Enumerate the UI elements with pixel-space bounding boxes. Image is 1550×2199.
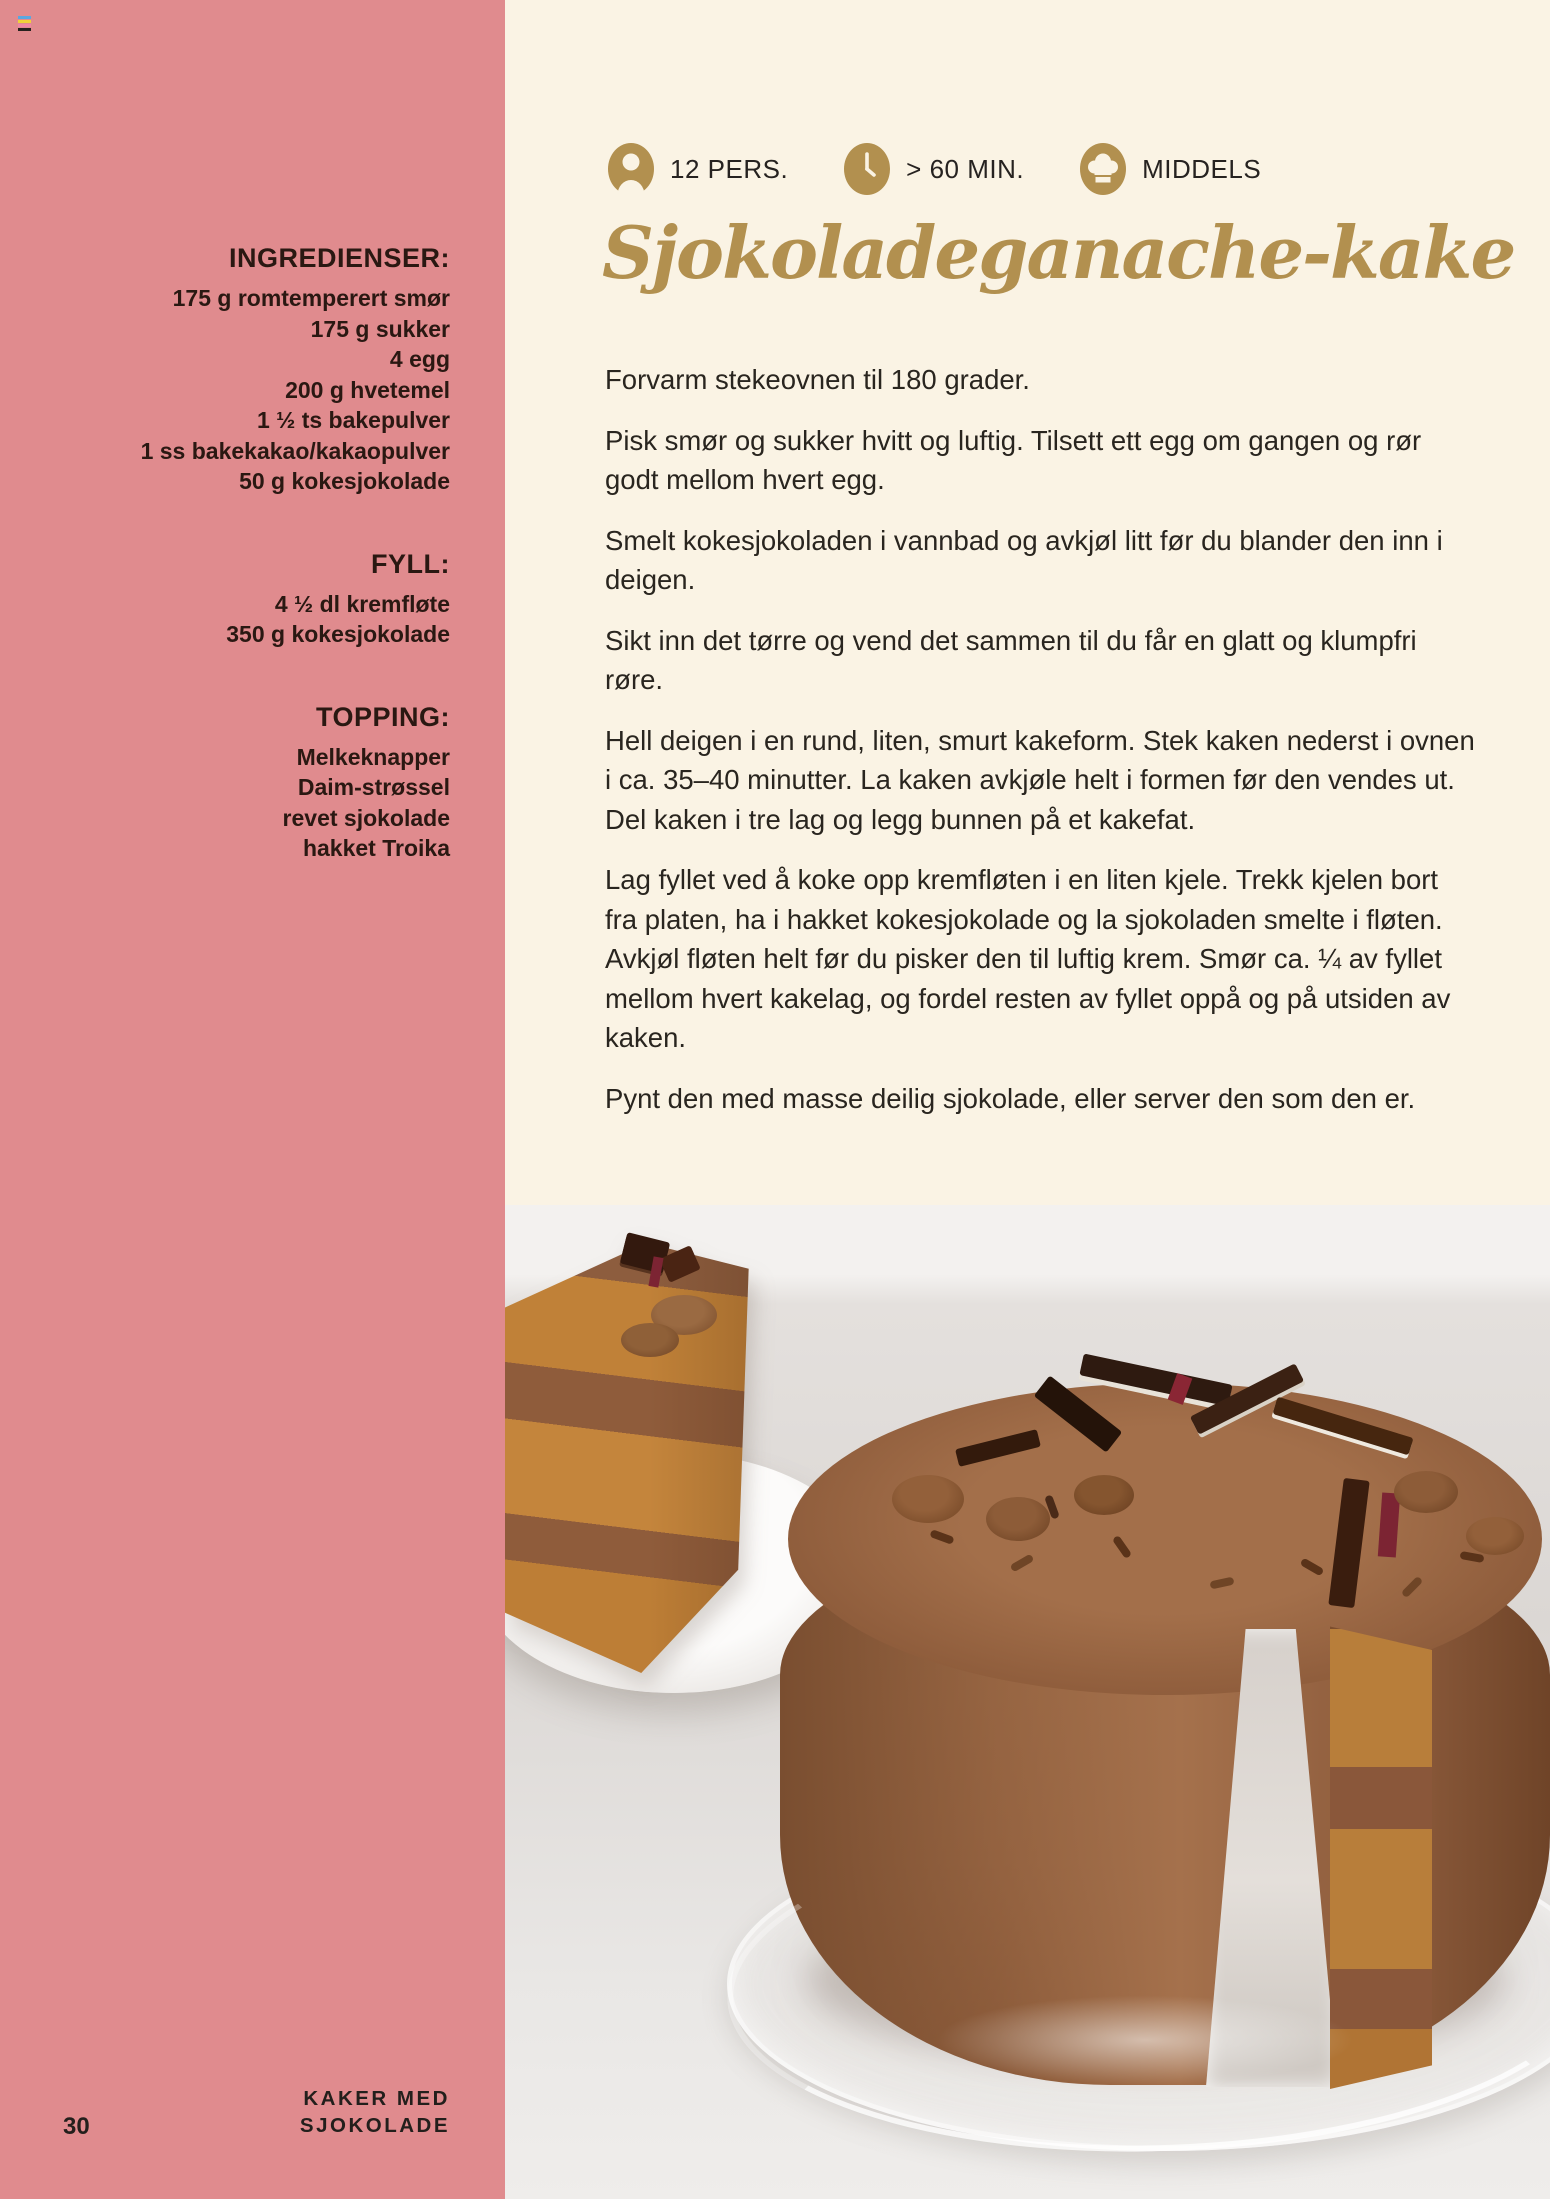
instruction-paragraph: Sikt inn det tørre og vend det sammen til du får en glatt og klumpfri røre.	[605, 624, 1417, 695]
cake-photo	[505, 1205, 1550, 2199]
filling-heading: FYLL:	[371, 548, 450, 579]
filling-item: 4 ½ dl kremfløte	[274, 590, 450, 617]
instruction-paragraph: Hell deigen i en rund, liten, smurt kakeform. Stek kaken nederst i ovnen i ca. 35–40 minutter. La kaken avkjøle helt i formen før den vendes ut. Del kaken i tre lag og legg bunnen på et kakefat.	[605, 724, 1475, 835]
print-registration-mark	[18, 16, 31, 32]
ingredients-heading: INGREDIENSER:	[228, 243, 450, 273]
reg-stripe	[18, 16, 31, 19]
reg-stripe	[18, 24, 31, 27]
ingredient-item: 1 ss bakekakao/kakaopulver	[140, 437, 450, 464]
servings-label: 12 PERS.	[670, 153, 789, 184]
time-label: > 60 MIN.	[906, 153, 1025, 184]
instruction-paragraph: Smelt kokesjokoladen i vannbad og avkjøl litt før du blander den inn i deigen.	[605, 524, 1443, 595]
ingredient-item: 1 ½ ts bakepulver	[256, 407, 450, 433]
filling-group	[0, 549, 450, 650]
stat-difficulty	[1080, 143, 1261, 195]
chocolate-button	[1394, 1471, 1458, 1513]
recipe-content	[505, 0, 1550, 1205]
instruction-paragraph: Lag fyllet ved å koke opp kremfløten i en liten kjele. Trekk kjelen bort fra platen, ha i hakket kokesjokolade og la sjokoladen smelte i fløten. Avkjøl fløten helt før du pisker den til luftig krem. Smør ca. ¼ av fyllet mellom hvert kakelag, og fordel resten av fyllet oppå og på utsiden av kaken.	[605, 864, 1451, 1053]
glass-highlight	[935, 1995, 1355, 2085]
ingredients-group	[0, 243, 450, 497]
reg-stripe	[18, 20, 31, 23]
recipe-instructions	[605, 360, 1477, 1139]
ingredient-item: 4 egg	[389, 346, 450, 372]
recipe-title: Sjokoladeganache-kake	[602, 210, 1515, 295]
topping-heading: TOPPING:	[315, 701, 450, 732]
difficulty-label: MIDDELS	[1142, 153, 1262, 184]
topping-item: Melkeknapper	[296, 743, 450, 770]
stat-time	[844, 143, 1024, 195]
ingredient-item: 50 g kokesjokolade	[239, 468, 450, 494]
ingredients-block	[0, 243, 450, 864]
recipe-stats	[608, 143, 1317, 195]
chef-hat-icon	[1080, 143, 1126, 195]
stat-servings	[608, 143, 788, 195]
ingredients-sidebar	[0, 0, 505, 2199]
ingredient-item: 200 g hvetemel	[285, 376, 450, 403]
ingredient-item: 175 g romtemperert smør	[172, 285, 450, 311]
instruction-paragraph: Forvarm stekeovnen til 180 grader.	[605, 364, 1030, 395]
cake-slice-layers	[505, 1243, 767, 1673]
instruction-paragraph: Pisk smør og sukker hvitt og luftig. Tilsett ett egg om gangen og rør godt mellom hvert egg.	[605, 424, 1422, 495]
chocolate-button	[1074, 1475, 1134, 1515]
cake-slice	[505, 1243, 767, 1673]
topping-group	[0, 702, 450, 864]
chocolate-button	[1466, 1517, 1524, 1555]
topping-item: revet sjokolade	[282, 804, 450, 831]
person-icon	[608, 143, 654, 195]
clock-icon	[844, 143, 890, 195]
chocolate-button	[986, 1497, 1050, 1541]
chapter-label-line: KAKER MED	[303, 2087, 450, 2110]
instruction-paragraph: Pynt den med masse deilig sjokolade, eller server den som den er.	[605, 1082, 1416, 1114]
reg-stripe	[18, 28, 31, 31]
ingredient-item: 175 g sukker	[310, 315, 450, 342]
chapter-label	[300, 2085, 450, 2139]
topping-item: Daim-strøssel	[297, 774, 450, 800]
topping-item: hakket Troika	[302, 835, 450, 861]
chocolate-button	[892, 1475, 964, 1523]
chocolate-button	[621, 1323, 679, 1357]
filling-item: 350 g kokesjokolade	[226, 621, 450, 647]
page-number: 30	[63, 2113, 90, 2140]
chapter-label-line: SJOKOLADE	[299, 2114, 450, 2137]
